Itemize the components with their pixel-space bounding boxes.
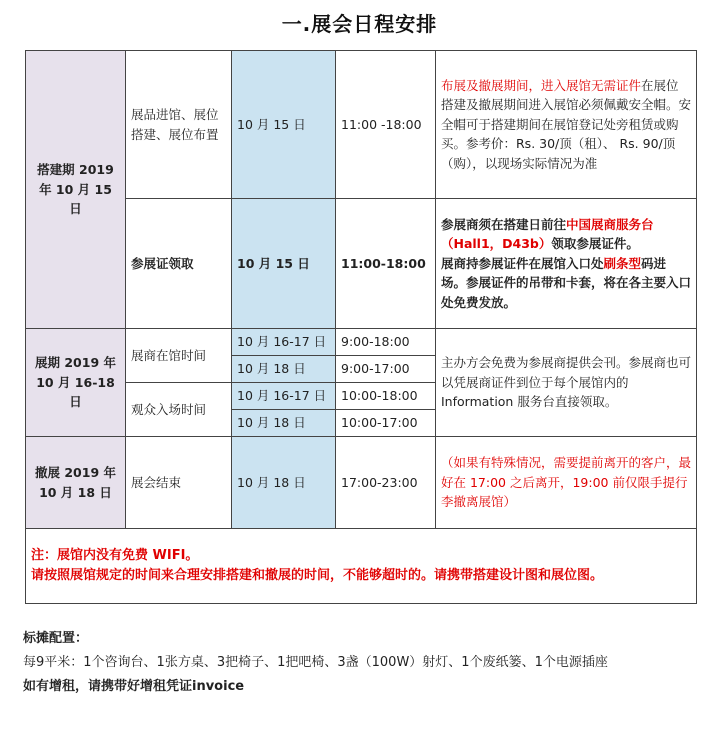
footer-notice bbox=[26, 529, 697, 604]
table-row bbox=[26, 437, 697, 529]
date-cell: 10 月 15 日 bbox=[232, 199, 336, 329]
item-cell: 展商在馆时间 bbox=[126, 329, 232, 383]
note-text: 展商持参展证件在展馆入口处 bbox=[441, 255, 604, 271]
table-row bbox=[26, 529, 697, 604]
time-cell: 11:00-18:00 bbox=[336, 199, 436, 329]
page-title: 一.展会日程安排 bbox=[281, 12, 438, 36]
date-cell: 10 月 16-17 日 bbox=[232, 383, 336, 410]
note-cell: （如果有特殊情况，需要提前离开的客户，最好在 17:00 之后离开，19:00 前仅限手提行李撤离展馆） bbox=[436, 437, 697, 529]
date-cell: 10 月 18 日 bbox=[232, 437, 336, 529]
note-highlight: 中国展商服务台（Hall1，D43b） bbox=[441, 217, 654, 252]
note-highlight: 刷条型 bbox=[603, 255, 642, 271]
footer-line: 注：展馆内没有免费 WIFI。 bbox=[31, 547, 199, 563]
note-text: 参展商须在搭建日前往 bbox=[441, 217, 567, 233]
booth-config bbox=[23, 627, 703, 699]
item-cell: 观众入场时间 bbox=[126, 383, 232, 437]
time-cell: 10:00-17:00 bbox=[336, 410, 436, 437]
note-text: 在展位搭建及撤展期间进入展馆必须佩戴安全帽。安全帽可于搭建期间在展馆登记处旁租赁或购买。参考价：Rs. 30/顶（租）、 Rs. 90/顶（购），以现场实际情况为准 bbox=[441, 78, 692, 171]
note-cell bbox=[436, 51, 697, 199]
note-text: 码进场。参展证件的吊带和卡套，将在各主要入口处免费发放。 bbox=[441, 255, 692, 310]
item-cell: 展会结束 bbox=[126, 437, 232, 529]
note-cell: 主办方会免费为参展商提供会刊。参展商也可以凭展商证件到位于每个展馆内的 Information 服务台直接领取。 bbox=[436, 329, 697, 437]
phase-teardown: 撤展 2019 年 10 月 18 日 bbox=[26, 437, 126, 529]
date-cell: 10 月 15 日 bbox=[232, 51, 336, 199]
item-cell: 参展证领取 bbox=[126, 199, 232, 329]
table-row bbox=[26, 199, 697, 329]
time-cell: 10:00-18:00 bbox=[336, 383, 436, 410]
item-cell: 展品进馆、展位搭建、展位布置 bbox=[126, 51, 232, 199]
phase-show: 展期 2019 年 10 月 16-18 日 bbox=[26, 329, 126, 437]
date-cell: 10 月 18 日 bbox=[232, 356, 336, 383]
time-cell: 11:00 -18:00 bbox=[336, 51, 436, 199]
table-row bbox=[26, 51, 697, 199]
time-cell: 17:00-23:00 bbox=[336, 437, 436, 529]
note-text: 领取参展证件。 bbox=[551, 236, 639, 252]
date-cell: 10 月 16-17 日 bbox=[232, 329, 336, 356]
time-cell: 9:00-17:00 bbox=[336, 356, 436, 383]
footer-line: 请按照展馆规定的时间来合理安排搭建和撤展的时间，不能够超时的。请携带搭建设计图和展位图。 bbox=[31, 568, 604, 583]
table-row bbox=[26, 329, 697, 356]
date-cell: 10 月 18 日 bbox=[232, 410, 336, 437]
time-cell: 9:00-18:00 bbox=[336, 329, 436, 356]
booth-heading: 标摊配置： bbox=[23, 631, 89, 646]
note-highlight: 布展及撤展期间，进入展馆无需证件 bbox=[441, 78, 642, 94]
schedule-table bbox=[25, 50, 697, 604]
booth-description: 每9平米：1个咨询台、1张方桌、3把椅子、1把吧椅、3盏（100W）射灯、1个废纸篓、1个电源插座 bbox=[23, 655, 608, 670]
phase-setup: 搭建期 2019 年 10 月 15 日 bbox=[26, 51, 126, 329]
booth-note: 如有增租，请携带好增租凭证invoice bbox=[23, 679, 245, 694]
note-cell bbox=[436, 199, 697, 329]
